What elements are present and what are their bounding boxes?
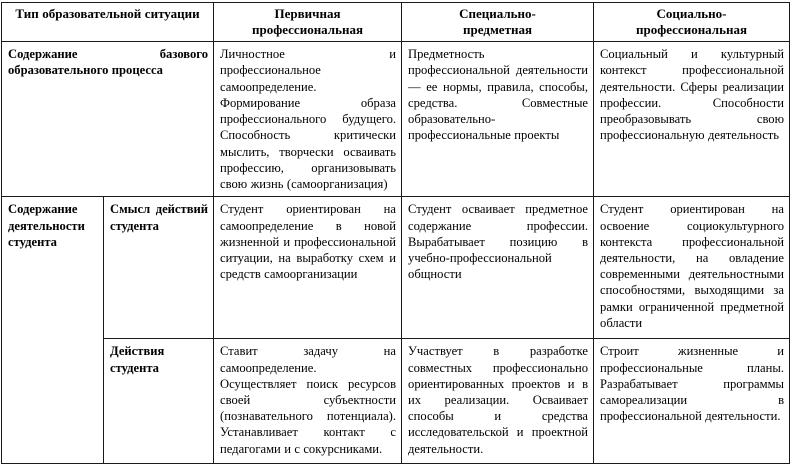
column-header-special-subject: [402, 3, 594, 42]
cell-meaning-primary: Студент ориентирован на самоопределение в новой жизненной и профессиональной ситуации, на выработку схем и средств самоорганизации: [214, 197, 402, 339]
cell-meaning-subject: Студент осваивает предметное содержание профессии. Вырабатывает позицию в учебно-профессиональной общности: [402, 197, 594, 339]
column-header-primary-professional: [214, 3, 402, 42]
cell-base-process-social: Социальный и культурный контекст профессиональной деятельности. Сферы реализации профессии. Способности преобразовывать свою профессиональную деятельность: [594, 42, 790, 197]
table-row: [2, 197, 790, 339]
cell-actions-subject: Участвует в разработке совместных профессионально ориентированных проектов и в их реализации. Осваивает способы и средства исследовательской и проектной деятельности.: [402, 339, 594, 464]
column-header-special-subject-line2: предметная: [463, 21, 532, 37]
document-page: [0, 2, 790, 458]
educational-situation-table: [1, 2, 790, 464]
cell-base-process-subject: Предметность профессиональной деятельности — ее нормы, правила, способы, средства. Совместные образовательно-профессиональные проекты: [402, 42, 594, 197]
column-header-type: [2, 3, 214, 42]
cell-base-process-primary: Личностное и профессиональное самоопределение. Формирование образа профессионального будущего. Способность критически мыслить, творчески осваивать профессию, организовывать свою жизнь (самоорганизация): [214, 42, 402, 197]
table-header-row: [2, 3, 790, 42]
table-row: [2, 339, 790, 464]
column-header-primary-professional-line2: профессиональная: [252, 21, 363, 37]
table-body: [2, 42, 790, 464]
column-header-social-professional: [594, 3, 790, 42]
column-header-special-subject-line1: Специально-: [459, 6, 536, 21]
column-header-type-line1: Тип образовательной ситуации: [15, 6, 200, 21]
row-label-student-activity: Содержание деятельности студента: [2, 197, 104, 464]
row-sublabel-actions: Действия студента: [104, 339, 214, 464]
table-header: [2, 3, 790, 42]
cell-actions-primary: Ставит задачу на самоопределение. Осуществляет поиск ресурсов своей субъектности (познавательного потенциала). Устанавливает контакт с педагогами и с сокурсниками.: [214, 339, 402, 464]
column-header-social-professional-line2: профессиональная: [636, 21, 747, 37]
row-sublabel-meaning: Смысл действий студента: [104, 197, 214, 339]
table-row: [2, 42, 790, 197]
column-header-primary-professional-line1: Первичная: [274, 6, 341, 21]
cell-meaning-social: Студент ориентирован на освоение социокультурного контекста профессиональной деятельности, на овладение современными деятельностными способностями, выходящими за рамки ограниченной предметной области: [594, 197, 790, 339]
row-label-base-process: Содержание базового образовательного процесса: [2, 42, 214, 197]
cell-actions-social: Строит жизненные и профессиональные планы. Разрабатывает программы самореализации в профессиональной деятельности.: [594, 339, 790, 464]
column-header-social-professional-line1: Социально-: [656, 6, 727, 21]
